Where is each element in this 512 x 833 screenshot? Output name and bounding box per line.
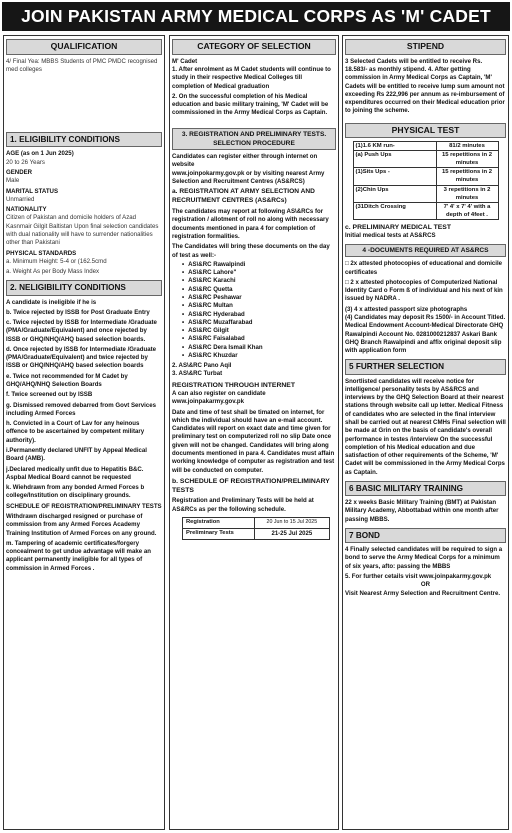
neligibility-item: A candidate is ineligible if he is — [6, 298, 97, 306]
document-item: 2 x attested photocopies of Computerized National Identity Card o Form ß of individual and his next of kin issued by NADRA . — [345, 278, 503, 303]
list-item: • AS\&RC Multan — [182, 302, 336, 310]
neligibility-item: i.Permanently declared UNFIT by Appeal Medical Board (AMB). — [6, 447, 147, 463]
table-row — [183, 517, 330, 528]
neligibility-item: f. Twice screened out by ISSB — [6, 391, 93, 399]
neligibility-list — [6, 299, 162, 573]
table-row — [183, 528, 330, 539]
eligibility-value: Citizen of Pakistan and domicile holders of Azad Kasnmair Gilgit Baltistan Upon final selection candidates with dual nationality will have to surrender nationalities other than Pakistani — [6, 214, 159, 247]
qualification-header: QUALIFICATION — [6, 39, 162, 55]
table-row — [353, 142, 498, 151]
category-title: M' Cadet — [172, 57, 198, 65]
internet-text: Date and time of test shall be timated on internet, for which the individual should have an e-mail account. Candidates will report on exact date and time given for preliminary test on computerized roll no slip Date once given will not be changed. Candidates will bring along documents mentioned in para 4. Candidates must affain working knowledge of computer as registration and test will be conducted on computer. — [172, 408, 335, 474]
schedule-label: Registration — [183, 517, 255, 528]
list-item: • AS\&RC Rawalpindi — [182, 261, 336, 269]
physical-test-table — [353, 141, 499, 219]
list-item: • AS\&RC Muzaffarabad — [182, 319, 336, 327]
document-item: (3) 4 x attested passport size photographs — [345, 305, 468, 313]
test-item: (a) Push Ups — [353, 151, 436, 168]
eligibility-list — [6, 150, 162, 276]
test-item: (1)Sits Ups - — [353, 168, 436, 185]
eligibility-value: a. Minimum Height: 5-4 or (162.5cmd — [6, 257, 107, 265]
table-row — [353, 151, 498, 168]
list-item — [345, 279, 506, 304]
neligibility-item: e. Twice not recommended for M Cadet by GHQ/AHQ/NHQ Selection Boards — [6, 372, 128, 389]
bmt-text: 22 x weeks Basic Military Training (BMT) at Pakistan Military Academy, Abbottabad within one month after passing MBBS. — [345, 499, 499, 523]
schedule-text: Registration and Preliminary Tests will be held at AS&RCs as per the following schedule. — [172, 497, 314, 513]
stipend-header: STIPEND — [345, 39, 506, 55]
schedule-date: 21-25 Jul 2025 — [254, 528, 329, 539]
neligibility-item: b. Twice rejected by ISSB for Post Graduate Entry — [6, 308, 150, 316]
column-stipend — [342, 35, 509, 830]
bullet-icon: □ — [345, 260, 351, 268]
list-item: • AS\&RC Gilgit — [182, 327, 336, 335]
qualification-text: 4/ Final Yea: MBBS Students of PMC PMDC recognised med colleges — [6, 57, 158, 73]
registration-documents-note: The Candidates will bring these documents on the day of test as well:- — [172, 243, 330, 259]
column-selection — [169, 35, 339, 830]
list-item: • AS\&RC Lahore" — [182, 269, 336, 277]
internet-title: REGISTRATION THROUGH INTERNET — [172, 381, 295, 389]
list-item — [345, 260, 506, 277]
document-item: 2x attested photocopies of educational and domicile certificates — [345, 260, 503, 276]
registration-website: www.joinpokarmy.gov.pk or by visiting nearest Army Selection and Recruitment Centres (AS&RCS) — [172, 169, 325, 185]
eligibility-header: 1. ELIGIBILITY CONDITIONS — [6, 132, 162, 147]
centre-list — [182, 261, 336, 360]
table-row — [353, 185, 498, 202]
neligibility-item: c. Twice rejected by ISSB for Intermediate /Graduate (PMA/Graduate/Equivalent) and once rejected by ISSB or GHQ/NHQ/AHQ based selection boards. — [6, 319, 157, 343]
list-item: • AS\&RC Hyderabad — [182, 311, 336, 319]
bond-or: OR — [420, 581, 431, 589]
eligibility-value: Male — [6, 177, 20, 185]
schedule-table — [182, 517, 330, 540]
list-item: • AS\&RC Dera Ismail Khan — [182, 344, 336, 352]
registration-text: Candidates can register either through internet on website — [172, 153, 318, 169]
internet-text: A can also register on candidate www.joinpakarmy.gov.pk — [172, 389, 266, 406]
test-value: 15 repetitions in 2 minutes — [436, 151, 498, 168]
bond-text: 4 Finally selected candidates will be required to sign a bond to serve the Army Medical Corps for a minimum of six years, afto: passing the MBBS — [345, 546, 503, 570]
test-item: (1)1.6 KM run- — [353, 142, 436, 151]
test-value: 15 repetitions in 2 minutes — [436, 168, 498, 185]
table-row — [353, 202, 498, 219]
category-header: CATEGORY OF SELECTION — [172, 39, 336, 55]
physical-test-header: PHYSICAL TEST — [345, 123, 506, 139]
list-item: • AS\&RC Khuzdar — [182, 352, 336, 360]
table-row — [353, 168, 498, 185]
registration-asrc-title: a. REGISTRATION AT ARMY SELECTION AND RECRUITMENT CENTRES (AS&RCs) — [172, 188, 315, 205]
list-item: • AS\&RC Peshawar — [182, 294, 336, 302]
schedule-date: 20 Jun to 15 Jul 2025 — [254, 517, 329, 528]
test-value: 81/2 minutes — [436, 142, 498, 151]
list-item: • AS\&RC Quetta — [182, 286, 336, 294]
eligibility-label: AGE (as on 1 Jun 2025) — [6, 150, 74, 158]
further-selection-header: 5 FURTHER SELECTION — [345, 359, 506, 374]
neligibility-item: k. Wiehdrawn from any bonded Armed Forces b college/Institution on disciplinary grounds. — [6, 484, 145, 500]
eligibility-label: GENDER — [6, 168, 33, 176]
eligibility-label: NATIONALITY — [6, 206, 47, 214]
eligibility-value: 20 to 26 Years — [6, 158, 45, 166]
neligibility-item: j.Declared medically unfit due to Hepatitis B&C. Aspbal Medical Board cannot be requested — [6, 465, 144, 481]
category-item: 2. On the successful completion of his Medical education and basic military training, 'M' Cadet will be commissioned in the Army Medical Corps as Captain. — [172, 92, 329, 117]
test-item: (2)Chin Ups — [353, 185, 436, 202]
category-item: 1. After enrolment as M Cadet students will continue to study in their respective Medical Colleges till completion of Medical graduation — [172, 65, 331, 90]
column-qualification — [3, 35, 165, 830]
neligibility-header: 2. NELIGIBILITY CONDITIONS — [6, 280, 162, 295]
registration-header: 3. REGISTRATION AND PRELIMINARY TESTS. SELECTION PROCEDURE — [172, 128, 336, 150]
eligibility-label: PHYSICAL STANDARDS — [6, 249, 77, 257]
bond-header: 7 BOND — [345, 528, 506, 543]
stipend-text: 3 Selected Cadets will be entitled to receive Rs. 18.583/- as monthly stipend. 4. After getting commission in Army Medical Corps as Captain, 'M' Cadets will be entitled to receive lump sum amount not exceeding Rs 222,996 per annum as re-imbursement of expenditures occurred on their Medical education prior to joining the scheme. — [345, 57, 505, 115]
documents-list — [345, 260, 506, 355]
centre-extra: 3. AS\&RC Turbat — [172, 370, 223, 378]
prelim-medical-text: Initial medical tests at AS&RCS — [345, 231, 436, 239]
schedule-label: Preliminary Tests — [183, 528, 255, 539]
eligibility-value: Unmarried — [6, 195, 35, 203]
neligibility-item: m. Tampering of academic certificates/forgery concealment to get undue advantage will make an applicant permanently ineligible for all types of commission in Armed Forces . — [6, 539, 151, 572]
bond-visit: Visit Nearest Army Selection and Recruitment Centre. — [345, 589, 501, 597]
neligibility-item: g. Dismissed removed debarred from Govt Services including Armed Forces — [6, 401, 157, 417]
eligibility-label: MARITAL STATUS — [6, 187, 59, 195]
further-selection-text: Snortlisted candidates will receive notice for intelligence/ personality tests by AS&RCS and interviews by the GHQ Selection Board at their nearest stations through website call up letter. Medical Fitness of candidates who are selected in the final interview shall be carried out at nearest CMHs Final selection will be made at Grin on the basis of candidate's overall performance in testes /interview On the successful completion of his Medical education and due satisfaction of other requirements of the Scheme, 'M' Cadet will be commissioned in the Army Medical Corps as Captain. — [345, 377, 506, 476]
list-item: • AS\&RC Karachi — [182, 277, 336, 285]
eligibility-value: a. Weight As per Body Mass Index — [6, 268, 100, 276]
bmt-header: 6 BASIC MILITARY TRAINING — [345, 481, 506, 496]
list-item: • AS\&RC Faisalabad — [182, 335, 336, 343]
neligibility-item: SCHEDULE OF REGISTRATION/PRELIMINARY TESTS — [6, 502, 162, 510]
bullet-icon: □ — [345, 278, 351, 286]
neligibility-item: h. Convicted in a Court of Lav for any heinous offence to be ascertained by competent military authority). — [6, 420, 145, 444]
neligibility-item: d. Once rejected by ISSB for Intermediate /Graduate (PMA/Graduate/Equivalent) and twice rejected by ISSB or GHQ/NHQ/AHQ based selection boards — [6, 345, 157, 370]
registration-asrc-text: The candidates may report at following AS\&RCs for registration / allotment of roll no along with necessary documents mentioned in para 4 for completion of registration formalities. — [172, 208, 329, 240]
centre-extra: 2. AS\&RC Pano Aqil — [172, 362, 232, 370]
test-item: (31Ditch Crossing — [353, 202, 436, 219]
bond-website: 5. For further cetails visit www.joinpakarmy.gov.pk — [345, 572, 492, 580]
neligibility-item: Withdrawn discharged resigned or purchase of commission from any Armed Forces Academy Training Institution of Armed Forces on any ground. — [6, 512, 157, 537]
prelim-medical-title: c. PRELIMINARY MEDICAL TEST — [345, 223, 451, 231]
test-value: 3 repetitions in 2 minutes — [436, 185, 498, 202]
documents-header: 4 -DOCUMENTS REQUIRED AT AS&RCS — [345, 244, 506, 257]
schedule-title: b. SCHEDULE OF REGISTRATION/PRELIMINARY TESTS — [172, 477, 330, 495]
test-value: 7' 4' x 7' 4' with a depth of 4feet . — [436, 202, 498, 219]
document-item: (4) Candidates may deposit Rs 1500/- in Account Titled. Medical Endowment Account-Medical Directorate GHQ Rawalpindi Account No. 0281000212837 Askari Bank GHQ Branch Rawalpindi and affix original deposit slip with application form — [345, 314, 506, 355]
page-title: JOIN PAKISTAN ARMY MEDICAL CORPS AS 'M' CADET — [2, 2, 510, 31]
